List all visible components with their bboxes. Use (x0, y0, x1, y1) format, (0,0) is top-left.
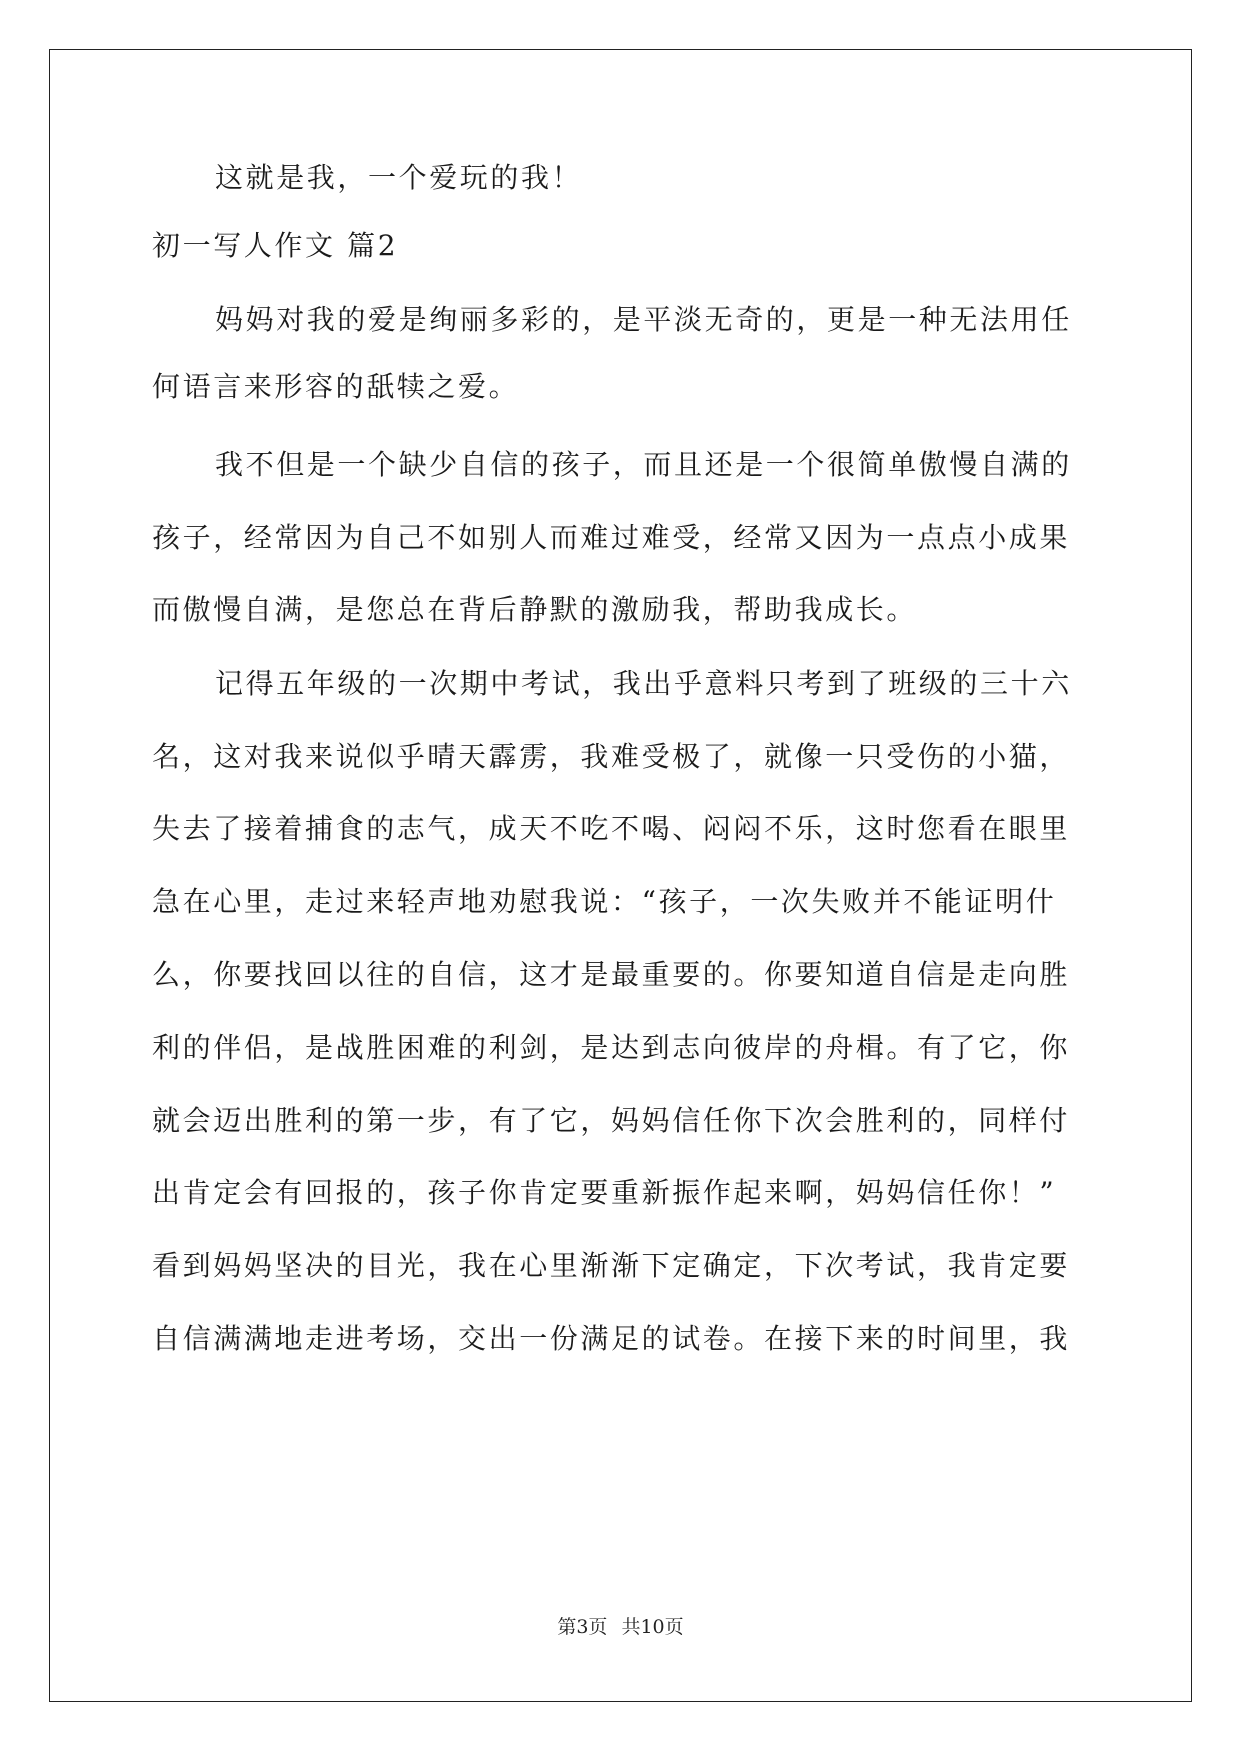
section-heading: 初一写人作文 篇2 (152, 229, 399, 262)
paragraph-line: 失去了接着捕食的志气，成天不吃不喝、闷闷不乐，这时您看在眼里 (152, 812, 1071, 845)
page-footer (0, 1612, 1241, 1639)
paragraph-line: 何语言来形容的舐犊之爱。 (152, 370, 520, 403)
paragraph-line: 么，你要找回以往的自信，这才是最重要的。你要知道自信是走向胜 (152, 958, 1071, 991)
paragraph-line: 妈妈对我的爱是绚丽多彩的，是平淡无奇的，更是一种无法用任 (215, 303, 1072, 336)
paragraph-line: 急在心里，走过来轻声地劝慰我说：“孩子，一次失败并不能证明什 (152, 885, 1057, 918)
paragraph-line: 名，这对我来说似乎晴天霹雳，我难受极了，就像一只受伤的小猫， (152, 740, 1071, 773)
paragraph-line: 就会迈出胜利的第一步，有了它，妈妈信任你下次会胜利的，同样付 (152, 1104, 1071, 1137)
page-number: 第3页 (557, 1616, 608, 1638)
page-total: 共10页 (621, 1616, 684, 1638)
paragraph-line: 出肯定会有回报的，孩子你肯定要重新振作起来啊，妈妈信任你！” (152, 1176, 1057, 1209)
paragraph-line: 自信满满地走进考场，交出一份满足的试卷。在接下来的时间里，我 (152, 1322, 1071, 1355)
paragraph-line: 而傲慢自满，是您总在背后静默的激励我，帮助我成长。 (152, 593, 918, 626)
paragraph-line: 孩子，经常因为自己不如别人而难过难受，经常又因为一点点小成果 (152, 521, 1071, 554)
paragraph-line: 利的伴侣，是战胜困难的利剑，是达到志向彼岸的舟楫。有了它，你 (152, 1031, 1071, 1064)
page-frame (49, 49, 1192, 1702)
paragraph-line: 我不但是一个缺少自信的孩子，而且还是一个很简单傲慢自满的 (215, 448, 1072, 481)
paragraph-line: 这就是我，一个爱玩的我！ (215, 161, 583, 194)
paragraph-line: 看到妈妈坚决的目光，我在心里渐渐下定确定，下次考试，我肯定要 (152, 1249, 1071, 1282)
paragraph-line: 记得五年级的一次期中考试，我出乎意料只考到了班级的三十六 (215, 667, 1072, 700)
